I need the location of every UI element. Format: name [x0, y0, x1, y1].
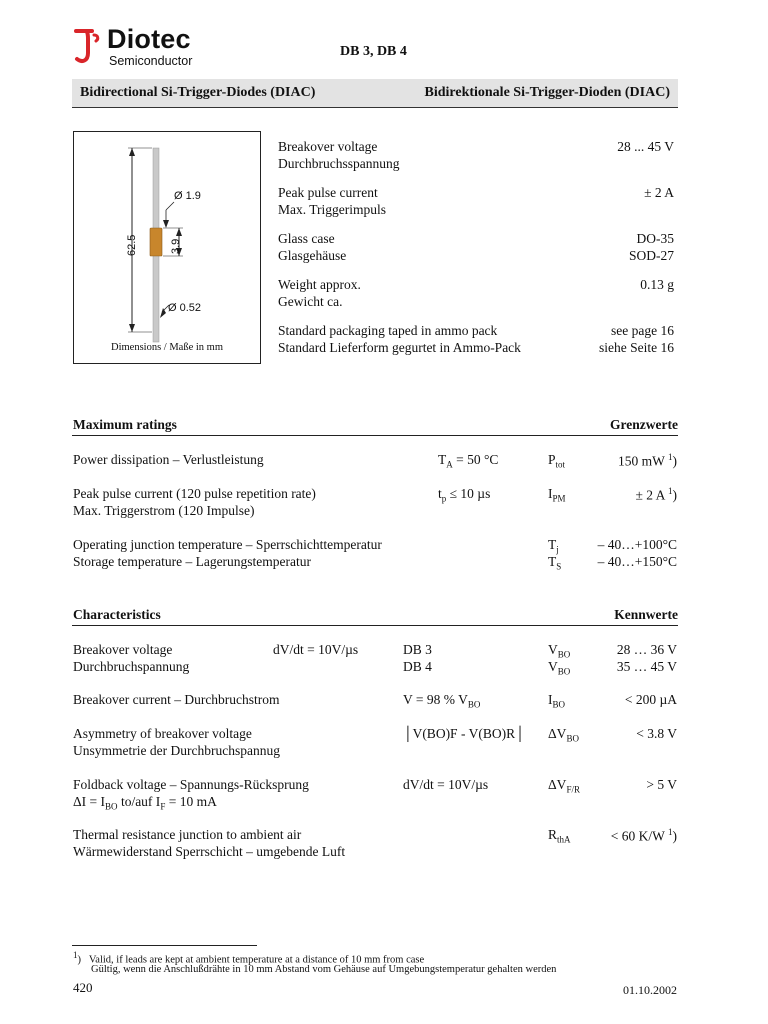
spec-label-en: Breakover voltage	[278, 139, 378, 154]
char-condition: V = 98 % $V_{BO}$	[403, 692, 481, 710]
rating-value-2: – 40…+150°C	[597, 554, 677, 569]
char-condition: dV/dt = 10V/µs	[403, 777, 489, 792]
rating-value: ± 2 A $^1$)	[635, 486, 677, 503]
brand-subtitle: Semiconductor	[109, 54, 193, 68]
char-symbol: $I_{BO}$	[548, 692, 566, 710]
char-label-de: Durchbruchspannung	[73, 659, 190, 674]
spec-label-en: Peak pulse current	[278, 185, 378, 200]
body-diameter-label: Ø 1.9	[174, 190, 201, 202]
lead-diameter-label: Ø 0.52	[168, 302, 202, 314]
total-length-label: 62.5	[126, 234, 138, 256]
footnote: $^1$) Valid, if leads are kept at ambient temperature at a distance of 10 mm from case	[73, 950, 425, 966]
characteristics-heading	[72, 605, 678, 626]
rating-symbol-2: $T_S$	[548, 554, 562, 572]
rating-symbol: $T_j$	[548, 537, 559, 555]
spec-label-en: Standard packaging taped in ammo pack	[278, 323, 498, 338]
title-band	[72, 79, 678, 108]
footnote-rule	[72, 945, 257, 946]
spec-value-2: SOD-27	[628, 248, 674, 263]
char-value: < 60 K/W $^1$)	[610, 827, 677, 844]
char-symbol: $\Delta V_{F/R}$	[548, 777, 580, 795]
char-label: Breakover current – Durchbruchstrom	[73, 692, 280, 707]
rating-condition: $t_p \le 10$ µs	[438, 486, 491, 504]
diode-drawing	[74, 132, 260, 363]
heading-en: Maximum ratings	[73, 417, 177, 432]
char-label: Foldback voltage – Spannungs-Rücksprung	[73, 777, 309, 792]
body-length-label: 3.9	[170, 238, 182, 254]
rating-label-de: Max. Triggerstrom (120 Impulse)	[73, 503, 255, 518]
rating-value: 150 mW $^1$)	[618, 452, 677, 469]
document-date: 01.10.2002	[623, 983, 677, 997]
char-condition: │V(BO)F - V(BO)R│	[403, 726, 525, 741]
char-label-de: Wärmewiderstand Sperrschicht – umgebende Luft	[73, 844, 346, 859]
title-english: Bidirectional Si-Trigger-Diodes (DIAC)	[80, 85, 316, 100]
char-symbol: $R_{thA}$	[548, 827, 571, 845]
dimension-diagram	[73, 131, 261, 364]
rating-label: Operating junction temperature – Sperrschichttemperatur	[73, 537, 382, 552]
diotec-logo-icon	[72, 27, 102, 67]
char-value: 28 … 36 V	[616, 642, 677, 657]
spec-label-de: Max. Triggerimpuls	[278, 202, 387, 217]
char-type-2: DB 4	[403, 659, 432, 674]
heading-de: Kennwerte	[614, 607, 678, 622]
brand-name: Diotec	[107, 24, 191, 54]
char-value: < 3.8 V	[636, 726, 677, 741]
spec-label-de: Glasgehäuse	[278, 248, 347, 263]
page-number: 420	[73, 980, 93, 995]
char-label-de: $\Delta I = I_{BO}$ to/auf $I_F = 10$ mA	[73, 794, 217, 812]
spec-value: DO-35	[636, 231, 674, 246]
diagram-caption: Dimensions / Maße in mm	[111, 342, 223, 353]
spec-label-en: Weight approx.	[278, 277, 361, 292]
char-symbol: $V_{BO}$	[548, 642, 571, 660]
footnote-german: Gültig, wenn die Anschlußdrähte in 10 mm Abstand vom Gehäuse auf Umgebungstemperatur gehalten werden	[91, 964, 557, 975]
rating-value: – 40…+100°C	[597, 537, 677, 552]
title-german: Bidirektionale Si-Trigger-Dioden (DIAC)	[424, 85, 670, 100]
heading-en: Characteristics	[73, 607, 161, 622]
rating-symbol: $I_{PM}$	[548, 486, 566, 504]
spec-value: ± 2 A	[644, 185, 674, 200]
rating-label: Power dissipation – Verlustleistung	[73, 452, 264, 467]
spec-label-de: Durchbruchsspannung	[278, 156, 400, 171]
document-title: DB 3, DB 4	[340, 44, 407, 59]
char-symbol: $\Delta V_{BO}$	[548, 726, 579, 744]
char-label-de: Unsymmetrie der Durchbruchspannug	[73, 743, 280, 758]
rating-condition: $T_A = 50$ °C	[438, 452, 499, 470]
char-type: DB 3	[403, 642, 432, 657]
spec-value: 0.13 g	[640, 277, 674, 292]
spec-value: 28 ... 45 V	[617, 139, 674, 154]
spec-value: see page 16	[611, 323, 674, 338]
max-ratings-heading	[72, 415, 678, 436]
spec-label-de: Standard Lieferform gegurtet in Ammo-Pack	[278, 340, 521, 355]
spec-value-2: siehe Seite 16	[599, 340, 674, 355]
char-value: > 5 V	[646, 777, 677, 792]
char-label: Asymmetry of breakover voltage	[73, 726, 252, 741]
char-label: Breakover voltage	[73, 642, 173, 657]
rating-symbol: $P_{tot}$	[548, 452, 566, 470]
char-label: Thermal resistance junction to ambient air	[73, 827, 302, 842]
rating-label: Peak pulse current (120 pulse repetition rate)	[73, 486, 316, 501]
spec-label-de: Gewicht ca.	[278, 294, 343, 309]
char-value: < 200 µA	[624, 692, 677, 707]
char-test-condition: dV/dt = 10V/µs	[273, 642, 359, 657]
spec-label-en: Glass case	[278, 231, 335, 246]
heading-de: Grenzwerte	[610, 417, 678, 432]
rating-label-de: Storage temperature – Lagerungstemperatur	[73, 554, 312, 569]
char-value-2: 35 … 45 V	[616, 659, 677, 674]
char-symbol-2: $V_{BO}$	[548, 659, 571, 677]
